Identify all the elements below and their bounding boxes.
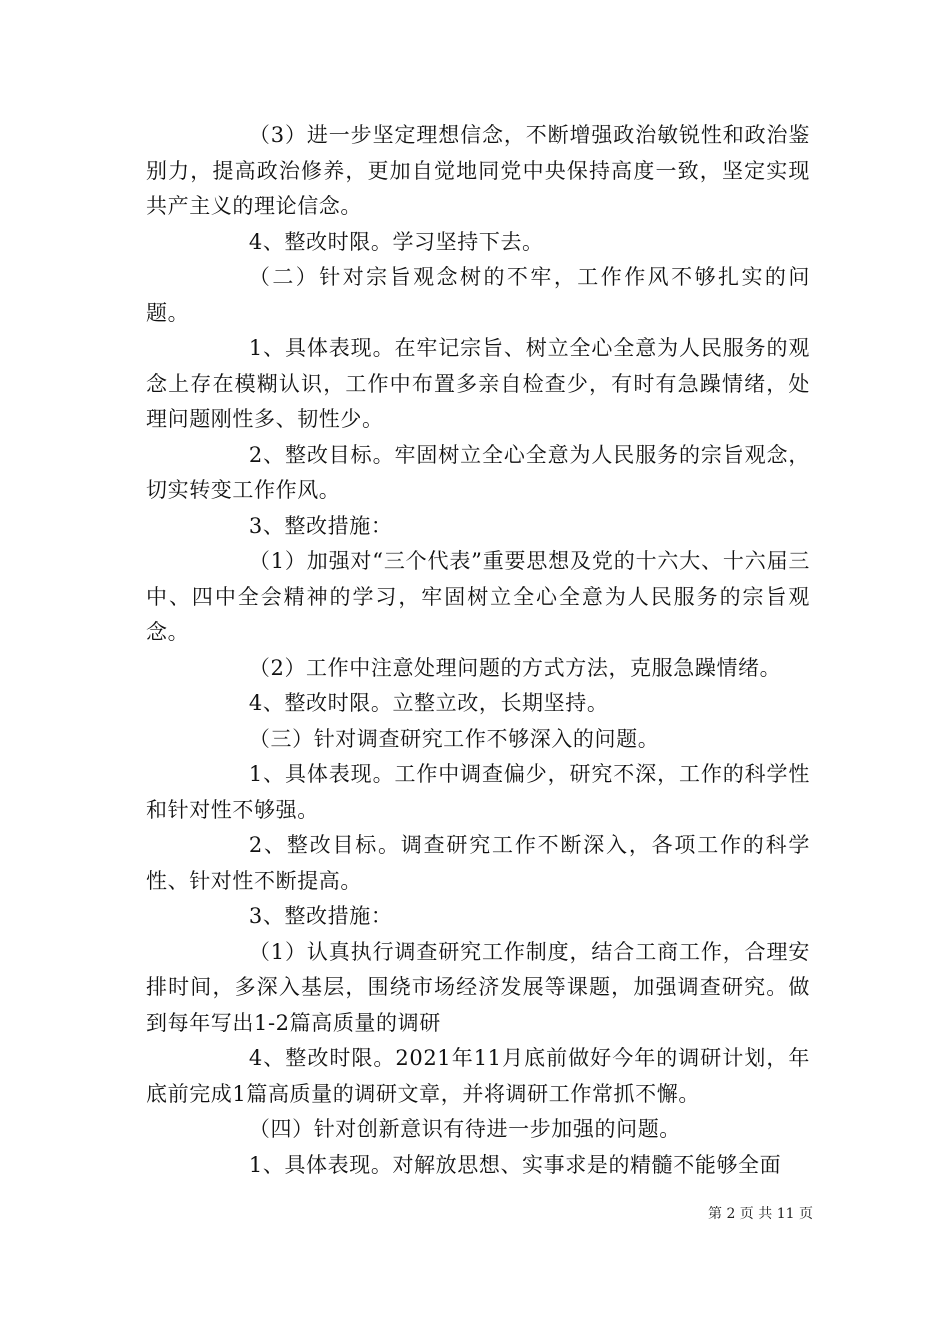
- paragraph: （1）加强对“三个代表”重要思想及党的十六大、十六届三中、四中全会精神的学习，牢固树立全心全意为人民服务的宗旨观念。: [146, 549, 810, 644]
- paragraph: （三）针对调查研究工作不够深入的问题。: [248, 726, 660, 751]
- page-number-footer: 第 2 页 共 11 页: [708, 1206, 813, 1222]
- paragraph: 1、具体表现。对解放思想、实事求是的精髓不能够全面: [248, 1152, 782, 1177]
- paragraph: 3、整改措施：: [248, 904, 393, 928]
- paragraph: （二）针对宗旨观念树的不牢，工作作风不够扎实的问题。: [146, 265, 810, 325]
- paragraph: 3、整改措施：: [248, 513, 393, 538]
- paragraph: （2）工作中注意处理问题的方式方法，克服急躁情绪。: [248, 655, 782, 680]
- paragraph: （1）认真执行调查研究工作制度，结合工商工作，合理安排时间，多深入基层，围绕市场经济发展等课题，加强调查研究。做到每年写出1-2篇高质量的调研: [146, 939, 810, 1035]
- paragraph: 4、整改时限。2021年11月底前做好今年的调研计划，年底前完成1篇高质量的调研文章，并将调研工作常抓不懈。: [146, 1046, 810, 1106]
- paragraph: 2、整改目标。调查研究工作不断深入，各项工作的科学性、针对性不断提高。: [146, 833, 810, 893]
- paragraph: （3）进一步坚定理想信念，不断增强政治敏锐性和政治鉴别力，提高政治修养，更加自觉地同党中央保持高度一致，坚定实现共产主义的理论信念。: [146, 123, 810, 218]
- paragraph: 1、具体表现。在牢记宗旨、树立全心全意为人民服务的观念上存在模糊认识，工作中布置多亲自检查少，有时有急躁情绪，处理问题刚性多、韧性少。: [146, 336, 810, 431]
- document-body: [146, 118, 810, 1183]
- paragraph: （四）针对创新意识有待进一步加强的问题。: [248, 1117, 681, 1141]
- paragraph: 1、具体表现。工作中调查偏少，研究不深，工作的科学性和针对性不够强。: [146, 762, 810, 822]
- paragraph: 4、整改时限。立整立改，长期坚持。: [248, 691, 609, 715]
- paragraph: 2、整改目标。牢固树立全心全意为人民服务的宗旨观念，切实转变工作作风。: [146, 442, 810, 502]
- paragraph: 4、整改时限。学习坚持下去。: [248, 229, 544, 254]
